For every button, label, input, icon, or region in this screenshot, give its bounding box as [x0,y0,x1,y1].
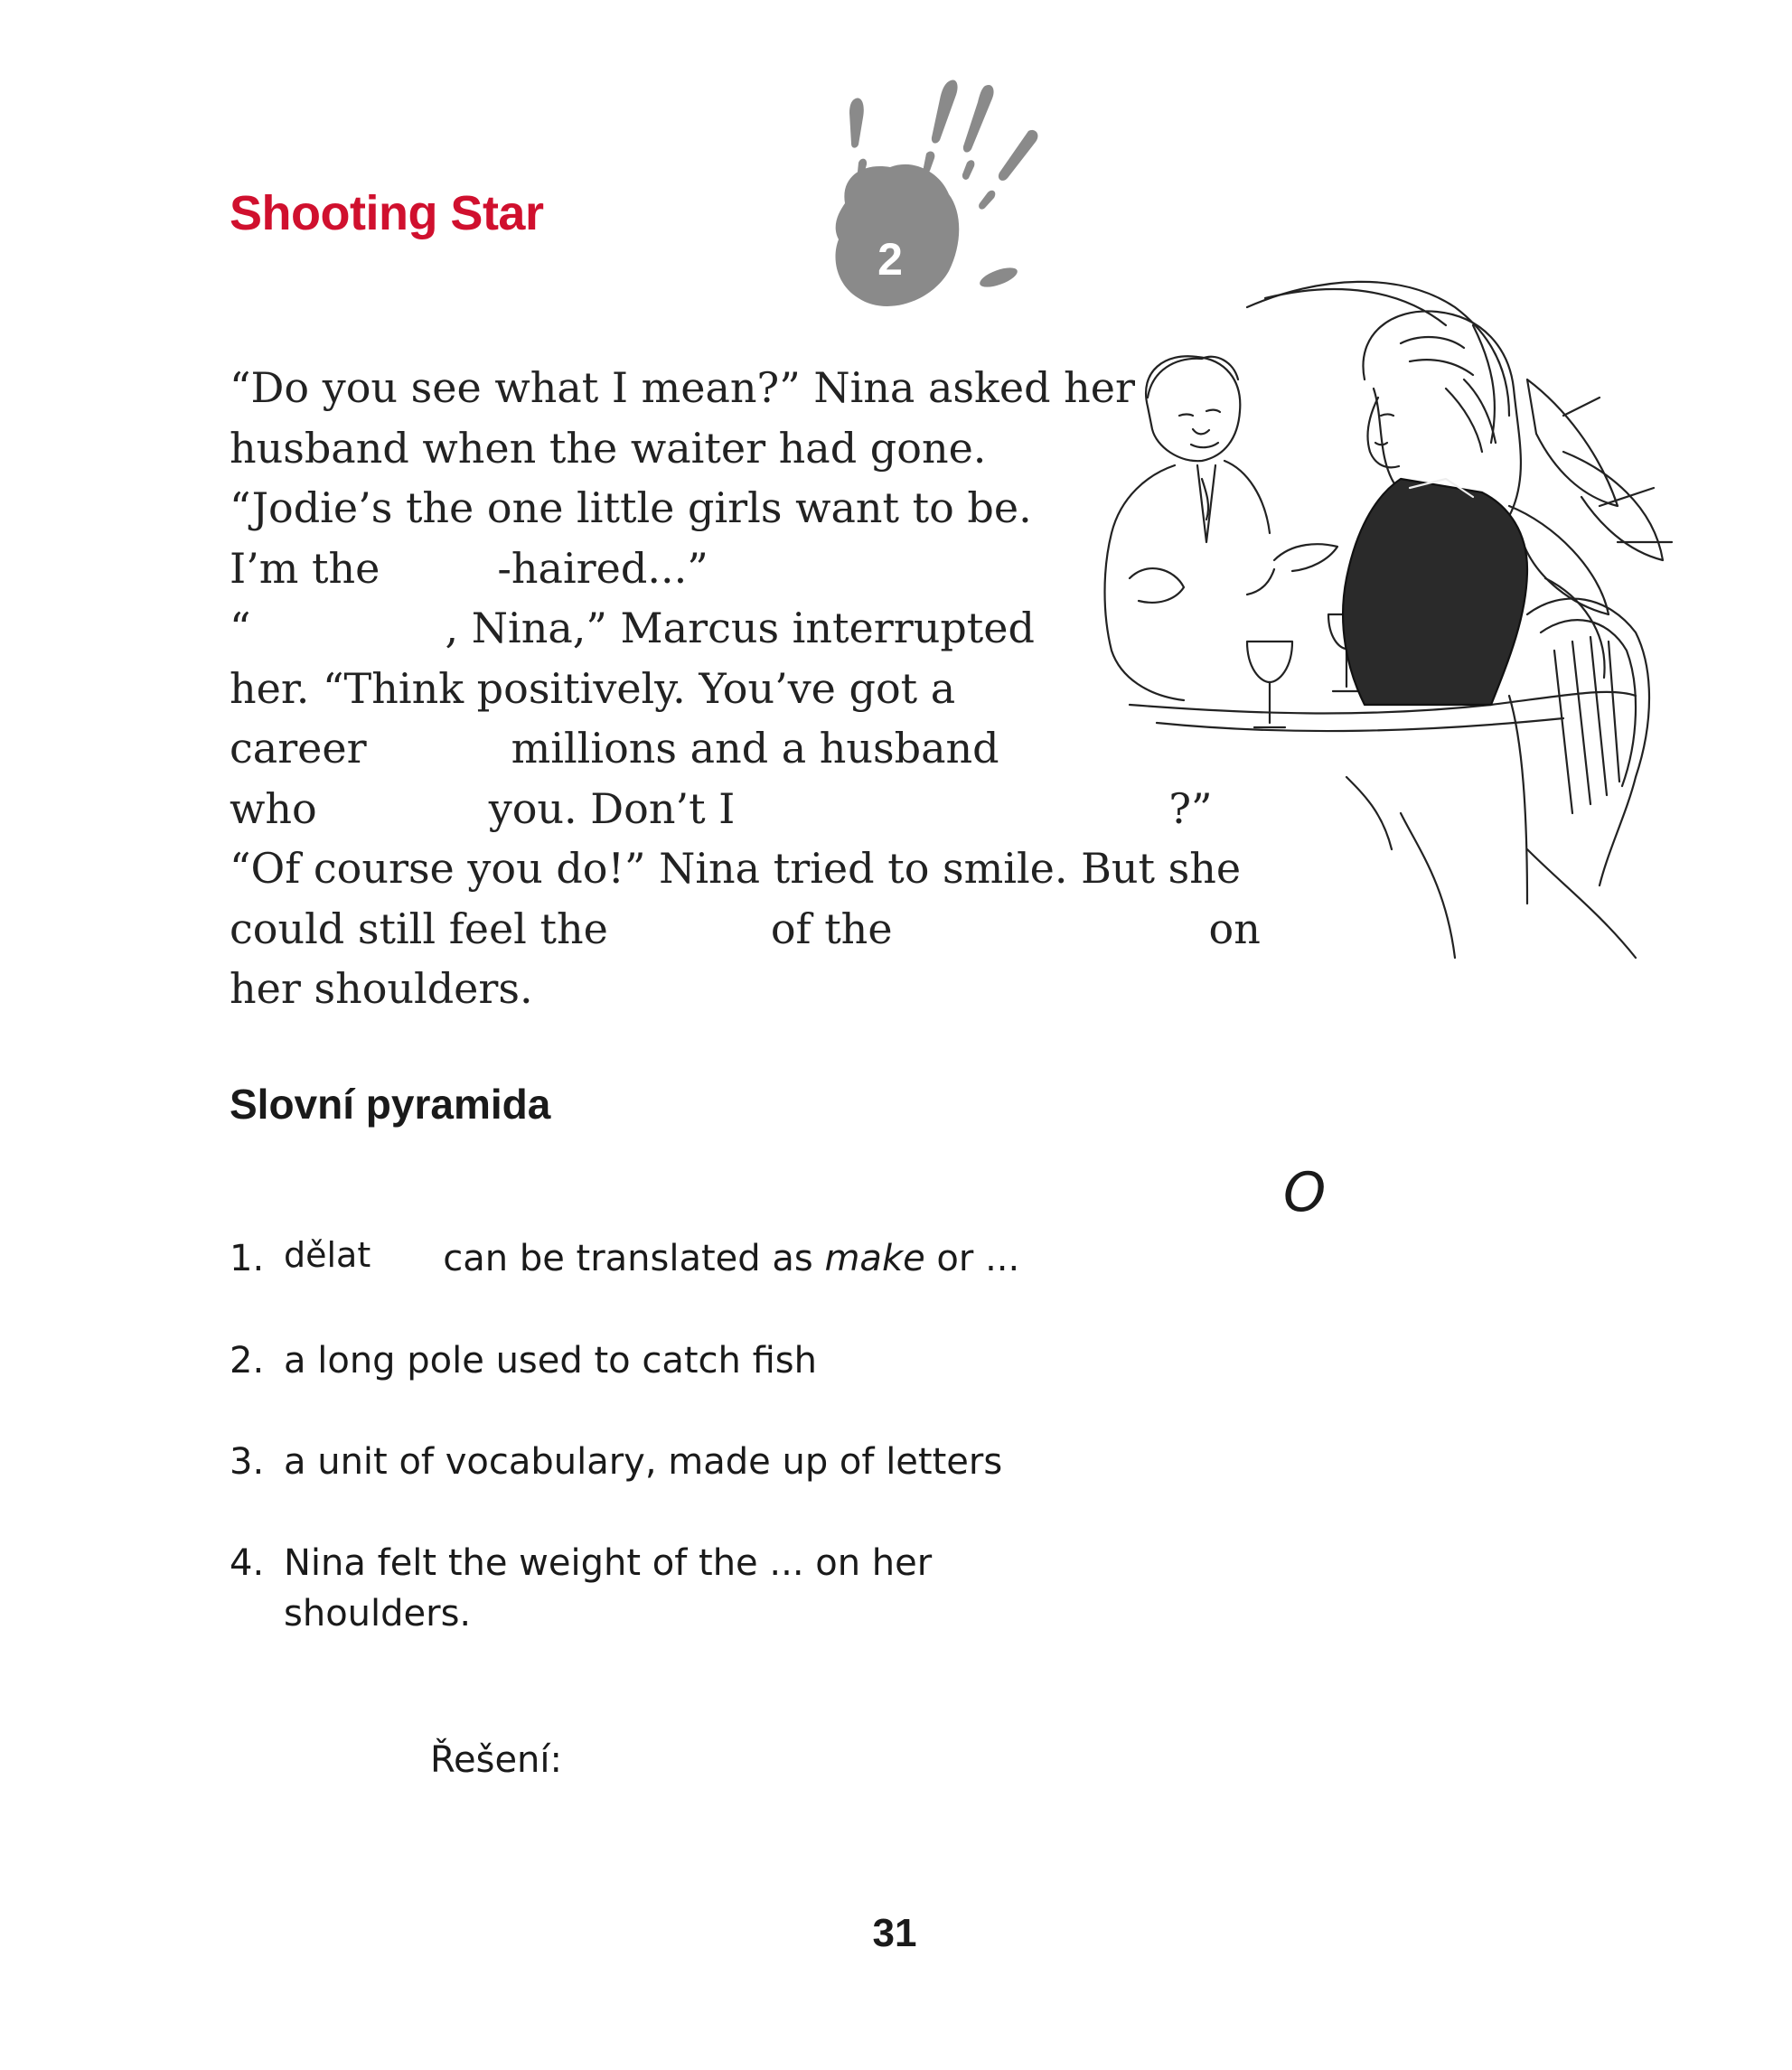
story-fragment: millions and a husband [511,724,999,773]
clue-item [230,1233,1088,1284]
clue-hint: dělat [284,1235,371,1275]
section-title: Slovní pyramida [230,1081,551,1128]
story-line: husband when the waiter had gone. [230,423,987,473]
story-fragment: ?” [1168,783,1213,833]
story-fragment: on [1208,904,1261,953]
pyramid-top-letter: O [1283,1161,1327,1224]
clue-item [230,1437,1088,1487]
story-fragment: could still feel the [230,904,608,953]
story-line: “Do you see what I mean?” Nina asked her [230,363,1136,412]
page-number: 31 [872,1911,917,1955]
page-title: Shooting Star [230,186,544,240]
clue-number: 4. [230,1542,265,1584]
clue-text-line: Nina felt the weight of the ... on her [284,1542,933,1584]
story-fragment: you. Don’t I [488,783,736,833]
clue-text-line: shoulders. [284,1593,472,1634]
chapter-number: 2 [877,234,903,285]
story-line: her. “Think positively. You’ve got a [230,663,956,713]
story-line: “Jodie’s the one little girls want to be. [230,483,1032,532]
clue-text: a long pole used to catch fish [284,1340,817,1382]
clue-text [284,1538,1079,1639]
solution-label: Řešení: [430,1739,562,1781]
clue-item [230,1538,1088,1639]
clue-number: 3. [230,1441,265,1483]
clue-item [230,1335,1088,1386]
clue-text: a unit of vocabulary, made up of letters [284,1441,1003,1483]
clue-text-italic: make [824,1238,925,1279]
clue-text-part: or ... [924,1238,1020,1279]
story-fragment: of the [770,904,893,953]
story-line: “Of course you do!” Nina tried to smile. But she [230,844,1242,893]
story-line: her shoulders. [230,964,533,1013]
story-fragment: I’m the [230,543,380,593]
clue-number: 1. [230,1238,265,1279]
story-fragment: who [230,783,317,833]
clue-text-part: can be translated as [443,1238,825,1279]
clue-text [284,1233,1079,1284]
clue-number: 2. [230,1340,265,1382]
restaurant-couple-illustration [1021,271,1762,976]
story-fragment: -haired...” [497,543,708,593]
story-fragment: , Nina,” Marcus interrupted [445,604,1035,652]
story-fragment: “ [230,604,251,652]
story-fragment: career [230,724,367,773]
